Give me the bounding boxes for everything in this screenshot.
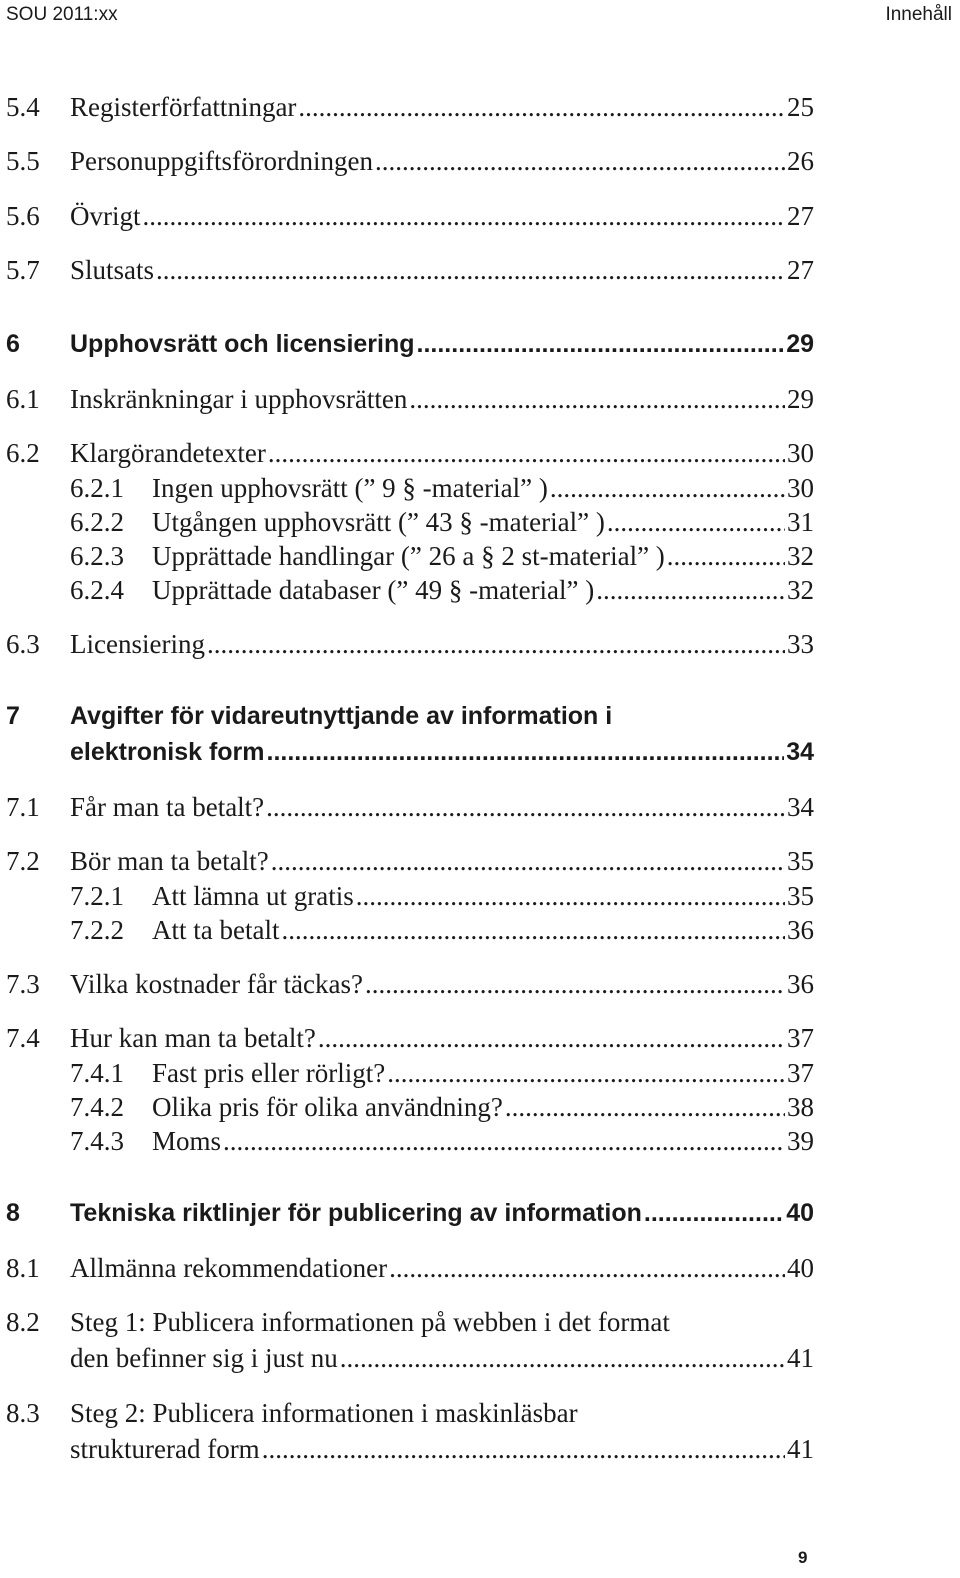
toc-entry[interactable] (152, 1092, 814, 1123)
toc-page: 27 (787, 201, 814, 231)
toc-number: 7.4.2 (70, 1092, 124, 1122)
dot-leader (417, 330, 785, 359)
toc-page: 26 (787, 146, 814, 176)
toc-page: 40 (786, 1199, 814, 1227)
toc-title-line1: Steg 1: Publicera informationen på webben i det format (70, 1307, 670, 1337)
toc-title-line1: Steg 2: Publicera informationen i maskinläsbar (70, 1398, 578, 1428)
toc-number: 6.2 (6, 438, 40, 468)
toc-title: Upprättade databaser (” 49 § -material” ) (152, 575, 595, 605)
toc-title: Allmänna rekommendationer (70, 1253, 388, 1283)
toc-entry[interactable] (70, 629, 814, 660)
toc-title: Moms (152, 1126, 222, 1156)
toc-chapter-entry[interactable] (70, 1199, 814, 1228)
toc-title: Licensiering (70, 629, 205, 659)
toc-page: 31 (787, 507, 814, 537)
toc-title: Olika pris för olika användning? (152, 1092, 503, 1122)
toc-entry[interactable] (152, 915, 814, 946)
toc-title: strukturerad form (70, 1434, 260, 1464)
toc-chapter-number: 8 (6, 1199, 20, 1227)
toc-entry[interactable] (152, 575, 814, 606)
dot-leader (318, 1023, 785, 1054)
toc-page: 32 (787, 575, 814, 605)
dot-leader (375, 146, 785, 177)
toc-title: Slutsats (70, 255, 155, 285)
toc-page: 35 (787, 846, 814, 876)
toc-number: 5.5 (6, 146, 40, 176)
toc-number: 6.2.1 (70, 473, 124, 503)
toc-title: Får man ta betalt? (70, 792, 265, 822)
toc-page: 36 (787, 915, 814, 945)
toc-page: 34 (786, 738, 814, 766)
toc-entry[interactable] (70, 792, 814, 823)
toc-title: Upphovsrätt och licensiering (70, 330, 415, 358)
toc-entry[interactable] (70, 92, 814, 123)
toc-page: 41 (787, 1434, 814, 1464)
toc-page: 34 (787, 792, 814, 822)
toc-number: 7.3 (6, 969, 40, 999)
toc-title: Utgången upphovsrätt (” 43 § -material” ) (152, 507, 605, 537)
toc-number: 8.1 (6, 1253, 40, 1283)
toc-entry[interactable] (70, 1023, 814, 1054)
toc-number: 6.2.4 (70, 575, 124, 605)
toc-entry[interactable] (70, 1434, 814, 1465)
toc-entry[interactable] (70, 201, 814, 232)
dot-leader (298, 92, 785, 123)
dot-leader (268, 438, 785, 469)
toc-number: 6.2.2 (70, 507, 124, 537)
dot-leader (505, 1092, 785, 1123)
toc-title: den befinner sig i just nu (70, 1343, 338, 1373)
toc-number: 8.2 (6, 1307, 40, 1337)
toc-number: 5.7 (6, 255, 40, 285)
toc-page: 25 (787, 92, 814, 122)
toc-title: Ingen upphovsrätt (” 9 § -material” ) (152, 473, 548, 503)
dot-leader (267, 738, 785, 767)
dot-leader (389, 1253, 785, 1284)
toc-entry[interactable] (152, 473, 814, 504)
toc-entry[interactable] (152, 541, 814, 572)
toc-page: 35 (787, 881, 814, 911)
toc-entry[interactable] (70, 846, 814, 877)
dot-leader (262, 1434, 785, 1465)
toc-number: 7.4.1 (70, 1058, 124, 1088)
toc-number: 7.2.1 (70, 881, 124, 911)
toc-page: 38 (787, 1092, 814, 1122)
toc-number: 8.3 (6, 1398, 40, 1428)
toc-title: Att ta betalt (152, 915, 280, 945)
dot-leader (266, 792, 785, 823)
dot-leader (365, 969, 785, 1000)
toc-title: Att lämna ut gratis (152, 881, 354, 911)
toc-page: 32 (787, 541, 814, 571)
dot-leader (271, 846, 785, 877)
toc-number: 7.4 (6, 1023, 40, 1053)
toc-page: 37 (787, 1058, 814, 1088)
dot-leader (156, 255, 785, 286)
dot-leader (607, 507, 785, 538)
toc-number: 6.2.3 (70, 541, 124, 571)
toc-number: 6.3 (6, 629, 40, 659)
toc-entry[interactable] (152, 1126, 814, 1157)
dot-leader (644, 1199, 784, 1228)
toc-page: 41 (787, 1343, 814, 1373)
dot-leader (281, 915, 785, 946)
toc-entry[interactable] (70, 146, 814, 177)
toc-number: 5.4 (6, 92, 40, 122)
toc-title: Inskränkningar i upphovsrätten (70, 384, 408, 414)
toc-number: 7.2.2 (70, 915, 124, 945)
toc-page: 30 (787, 438, 814, 468)
toc-title: Bör man ta betalt? (70, 846, 269, 876)
dot-leader (409, 384, 785, 415)
toc-title: elektronisk form (70, 738, 265, 766)
dot-leader (356, 881, 785, 912)
toc-page: 39 (787, 1126, 814, 1156)
toc-entry[interactable] (70, 1253, 814, 1284)
toc-entry[interactable] (152, 507, 814, 538)
toc-entry[interactable] (70, 1343, 814, 1374)
dot-leader (667, 541, 785, 572)
toc-entry[interactable] (70, 969, 814, 1000)
dot-leader (387, 1058, 785, 1089)
dot-leader (550, 473, 785, 504)
toc-entry[interactable] (70, 438, 814, 469)
dot-leader (223, 1126, 785, 1157)
toc-entry[interactable] (152, 1058, 814, 1089)
toc-page: 29 (787, 384, 814, 414)
toc-title: Fast pris eller rörligt? (152, 1058, 386, 1088)
toc-page: 27 (787, 255, 814, 285)
running-header-left: SOU 2011:xx (6, 4, 118, 25)
toc-title: Registerförfattningar (70, 92, 297, 122)
toc-chapter-number: 7 (6, 702, 20, 730)
page-number: 9 (798, 1548, 808, 1567)
toc-title: Upprättade handlingar (” 26 a § 2 st-material” ) (152, 541, 665, 571)
dot-leader (207, 629, 785, 660)
running-header-right: Innehåll (885, 4, 952, 25)
dot-leader (143, 201, 786, 232)
toc-page: 33 (787, 629, 814, 659)
toc-title: Klargörandetexter (70, 438, 266, 468)
toc-page: 30 (787, 473, 814, 503)
toc-number: 6.1 (6, 384, 40, 414)
toc-title: Personuppgiftsförordningen (70, 146, 373, 176)
toc-number: 7.1 (6, 792, 40, 822)
toc-chapter-entry[interactable] (70, 738, 814, 767)
toc-number: 7.2 (6, 846, 40, 876)
toc-entry[interactable] (70, 255, 814, 286)
toc-page: 36 (787, 969, 814, 999)
toc-number: 5.6 (6, 201, 40, 231)
toc-title-line1: Avgifter för vidareutnyttjande av information i (70, 702, 613, 730)
toc-page: 40 (787, 1253, 814, 1283)
toc-title: Hur kan man ta betalt? (70, 1023, 316, 1053)
toc-entry[interactable] (70, 384, 814, 415)
toc-page: 37 (787, 1023, 814, 1053)
toc-entry[interactable] (152, 881, 814, 912)
dot-leader (596, 575, 785, 606)
toc-title: Övrigt (70, 201, 141, 231)
toc-title: Tekniska riktlinjer för publicering av information (70, 1199, 642, 1227)
toc-chapter-entry[interactable] (70, 330, 814, 359)
toc-title: Vilka kostnader får täckas? (70, 969, 363, 999)
toc-page: 29 (786, 330, 814, 358)
toc-number: 7.4.3 (70, 1126, 124, 1156)
dot-leader (340, 1343, 785, 1374)
toc-chapter-number: 6 (6, 330, 20, 358)
